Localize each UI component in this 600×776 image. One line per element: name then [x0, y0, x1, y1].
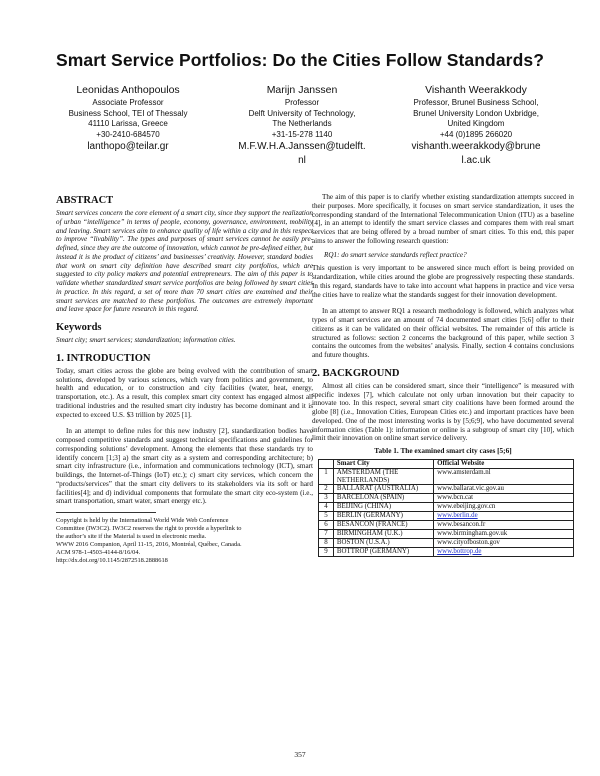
website-cell: www.besancon.fr — [434, 521, 574, 530]
left-column — [56, 195, 313, 565]
table-row — [319, 547, 574, 556]
row-number: 5 — [319, 512, 334, 521]
keywords-text: Smart city; smart services; standardization; information cities. — [56, 336, 236, 344]
website-cell: www.ebeijing.gov.cn — [434, 503, 574, 512]
author-email: lanthopo@teilar.gr — [87, 141, 169, 153]
table-row — [319, 512, 574, 521]
copyright-line: Copyright is held by the International World Wide Web Conference — [56, 517, 229, 524]
row-number: 3 — [319, 494, 334, 503]
author-block-3 — [385, 84, 567, 167]
author-email: vishanth.weerakkody@brune — [411, 141, 541, 153]
website-cell: www.bcn.cat — [434, 494, 574, 503]
row-number: 1 — [319, 468, 334, 485]
author-affiliation: Delft University of Technology, — [248, 108, 356, 118]
right-column — [312, 193, 574, 557]
methodology-paragraph: In an attempt to answer RQ1 a research methodology is followed, which analyzes what types of smart services are an amount of 74 documented smart cities [5;6] offer to their citizens as it can be validated on their official websites. The remainder of this article is structured as follows: section 2 concerns the background of this paper, while section 3 contains the outcomes from the websites’ analysis. Finally, section 4 contains conclusions and future thoughts. — [312, 307, 574, 359]
city-cell: AMSTERDAM (THE NETHERLANDS) — [333, 468, 433, 485]
table-caption: Table 1. The examined smart city cases [5;6] — [374, 446, 512, 455]
author-email-continued: nl — [298, 154, 306, 166]
introduction-heading: 1. INTRODUCTION — [56, 352, 151, 364]
row-number: 6 — [319, 521, 334, 530]
city-cell: BARCELONA (SPAIN) — [333, 494, 433, 503]
author-address: The Netherlands — [272, 119, 332, 129]
author-block-2 — [222, 84, 382, 167]
city-cell: BIRMINGHAM (U.K.) — [333, 530, 433, 539]
copyright-line: ACM 978-1-4503-4144-8/16/04. — [56, 549, 141, 556]
paper-title: Smart Service Portfolios: Do the Cities Follow Standards? — [55, 50, 544, 70]
author-address: 41110 Larissa, Greece — [88, 119, 168, 129]
table-row — [319, 530, 574, 539]
table-row — [319, 485, 574, 494]
table-row — [319, 521, 574, 530]
author-affiliation: Business School, TEI of Thessaly — [68, 108, 188, 118]
author-phone: +31-15-278 1140 — [271, 129, 333, 139]
city-cell: BOSTON (U.S.A.) — [333, 538, 433, 547]
website-cell: www.ballarat.vic.gov.au — [434, 485, 574, 494]
aim-paragraph: The aim of this paper is to clarify whether existing standardization attempts succeed in their purposes. More specifically, it focuses on smart service standardization, it uses the corresponding standard of the International Telecommunication Union (ITU) as a baseline [4], in an attempt to identify the smart service classes and compares them with real smart services that are being offered by a broad number of smart cities. To this end, this paper aims to answer the following research question: — [312, 193, 574, 245]
author-phone: +44 (0)1895 266020 — [439, 129, 513, 139]
abstract-heading: ABSTRACT — [56, 195, 114, 206]
city-cell: BERLIN (GERMANY) — [333, 512, 433, 521]
website-cell[interactable]: www.bottrop.de — [434, 547, 574, 556]
city-column-header: Smart City — [333, 459, 433, 468]
row-number: 4 — [319, 503, 334, 512]
table-row — [319, 503, 574, 512]
table-header-row — [319, 459, 574, 468]
copyright-line: WWW 2016 Companion, April 11-15, 2016, Montréal, Québec, Canada. — [56, 541, 242, 548]
city-cell: BESANCON (FRANCE) — [333, 521, 433, 530]
author-affiliation: Brunel University London Uxbridge, — [413, 108, 539, 118]
author-name: Leonidas Anthopoulos — [76, 84, 180, 96]
author-role: Professor — [284, 98, 320, 107]
row-number: 8 — [319, 538, 334, 547]
question-importance-paragraph: This question is very important to be answered since much effort is being provided on standardization, while cities around the globe are progressively respecting these standards. In this regard, standards have to take into account what happens in practice and vice versa the cities have to realize what the standards suggest for their innovation development. — [312, 264, 574, 299]
author-address: United Kingdom — [447, 119, 505, 129]
table-row — [319, 538, 574, 547]
city-cell: BEIJING (CHINA) — [333, 503, 433, 512]
table-row — [319, 494, 574, 503]
page-number: 357 — [294, 750, 306, 759]
introduction-paragraph-1: Today, smart cities across the globe are being evolved with the contribution of smart solutions, developed by various sciences, which vary from politics and government, to health and education, or to construction and city facilities (water, heat, energy, transportation, etc.). As a result, this complex smart city context has engaged almost all traditional industries and the resulted smart city industry has become dominant and it is expected to exceed U.S. $3 trillion by 2025 [1]. — [56, 366, 313, 419]
website-cell[interactable]: www.berlin.de — [434, 512, 574, 521]
website-cell: www.birmingham.gov.uk — [434, 530, 574, 539]
author-block-1 — [48, 84, 208, 154]
table-row — [319, 468, 574, 485]
research-question: RQ1: do smart service standards reflect practice? — [324, 250, 467, 259]
author-phone: +30-2410-684570 — [96, 129, 160, 139]
keywords-heading: Keywords — [56, 322, 102, 333]
abstract-text: Smart services concern the core element of a smart city, since they support the realization of urban “intelligence” in terms of people, economy, governance, environment, mobility and leaving. Smart services aim to enhance quality of life within a city and in this respect to improve “livability”. The types and purposes of smart services cannot be easily pre-defined, since they are the outcome of innovation, which cannot be pre-defined either, but instead it is the product of citizens’ and businesses’ creativity. However, standard bodies that work on smart city definition have described smart city portfolios, which are suggested to city policy makers and potential entrepreneurs. The aim of this paper is to validate whether standardized smart service portfolios are being followed by smart cities in practice. In this regard, a set of more than 70 smart cities are examined and their smart services are matched to these portfolios. The outcomes are extremely important and leave space for future research in this regard. — [56, 209, 313, 314]
copyright-line: Committee (IW3C2). IW3C2 reserves the right to provide a hyperlink to — [56, 525, 242, 532]
row-number: 9 — [319, 547, 334, 556]
number-column-header — [319, 459, 334, 468]
copyright-line: the author’s site if the Material is used in electronic media. — [56, 533, 207, 540]
doi-link[interactable]: http://dx.doi.org/10.1145/2872518.2888618 — [56, 557, 168, 564]
introduction-paragraph-2: In an attempt to define rules for this new industry [2], standardization bodies have composed competitive standards and suggest technical specifications and guidelines for corresponding solutions’ development. Among the elements that these standards try to identify concern [1;3] a) the smart city as a system and corresponding architecture; b) smart city infrastructure (i.e., information and communications technology (ICT), smart buildings, the Internet-of-Things (IoT) etc.); c) smart city services, which concern the “products/services” that the smart city delivers to its stakeholders via its soft or hard facilities[4]; and d) individual components that formulate the smart city eco-system (i.e., smart transportation, smart water, smart energy etc.). — [56, 427, 313, 506]
author-role: Professor, Brunel Business School, — [413, 98, 539, 107]
website-cell: www.cityofboston.gov — [434, 538, 574, 547]
city-cell: BALLARAT (AUSTRALIA) — [333, 485, 433, 494]
background-heading: 2. BACKGROUND — [312, 367, 400, 379]
website-column-header: Official Website — [434, 459, 574, 468]
row-number: 2 — [319, 485, 334, 494]
author-name: Marijn Janssen — [266, 84, 338, 96]
smart-city-table — [318, 459, 574, 557]
author-name: Vishanth Weerakkody — [425, 84, 527, 96]
copyright-notice — [56, 517, 313, 565]
city-cell: BOTTROP (GERMANY) — [333, 547, 433, 556]
author-role: Associate Professor — [92, 98, 164, 107]
author-email-continued: l.ac.uk — [461, 154, 491, 166]
row-number: 7 — [319, 530, 334, 539]
background-paragraph: Almost all cities can be considered smart, since their “intelligence” is measured with specific indexes [7], which calculate not only urban innovation but their capacity to innovate too. In this respect, several smart city coalitions have been formed around the globe [8] (i.e., Innovation Cities, European Cities etc.) and important practices have been developed. One of the most interesting works is by [5;6;9], who have documented several information cities (Table 1): information or online is a subgroup of smart city [10], which limit their innovation on online smart service delivery. — [312, 381, 574, 443]
author-email: M.F.W.H.A.Janssen@tudelft. — [238, 141, 366, 153]
footnote-divider — [56, 512, 156, 513]
website-cell: www.amsterdam.nl — [434, 468, 574, 485]
